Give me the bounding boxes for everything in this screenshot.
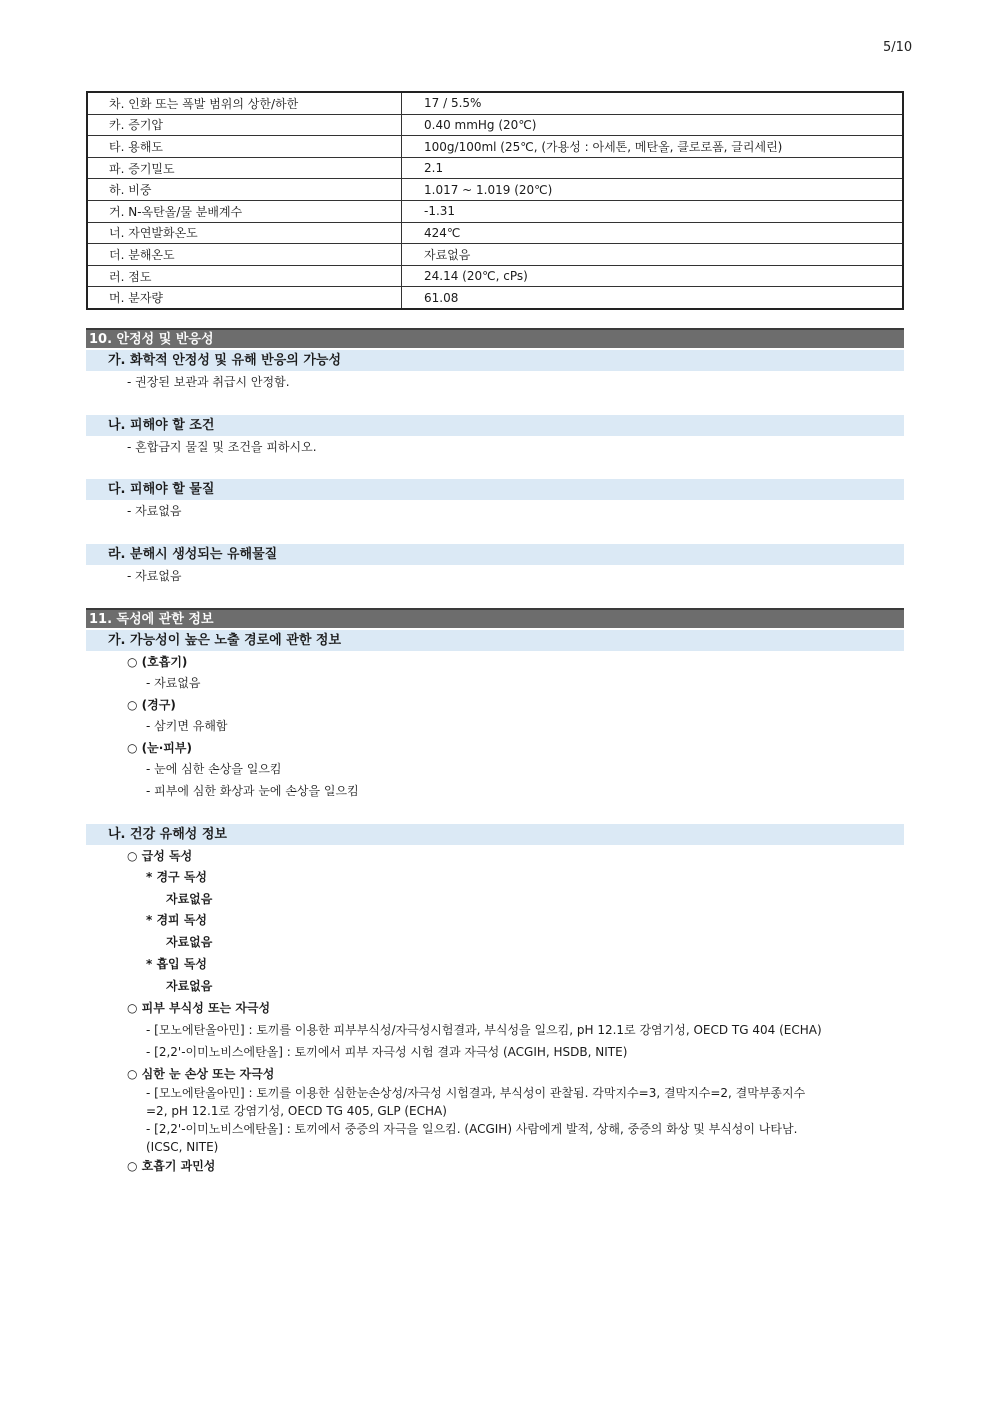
acute-dermal-heading: * 경피 독성 <box>146 913 207 927</box>
inhalation-heading: ○ (호흡기) <box>127 655 188 669</box>
property-value: 24.14 (20℃, cPs) <box>402 265 904 287</box>
section-10d-text: - 자료없음 <box>127 569 182 583</box>
skin-corrosion-heading: ○ 피부 부식성 또는 자극성 <box>127 1001 271 1015</box>
eye-damage-text: - [2,2'-이미노비스에탄올] : 토끼에서 중증의 자극을 일으킴. (ACGIH) 사람에게 발적, 상해, 중증의 화상 및 부식성이 나타남. <box>146 1122 798 1136</box>
properties-table <box>86 91 904 310</box>
eye-skin-heading: ○ (눈·피부) <box>127 741 192 755</box>
property-label: 차. 인화 또는 폭발 범위의 상한/하한 <box>87 92 402 114</box>
table-row <box>87 179 903 201</box>
section-11b-heading: 나. 건강 유해성 정보 <box>86 824 904 845</box>
table-row <box>87 92 903 114</box>
property-label: 거. N-옥탄올/물 분배계수 <box>87 200 402 222</box>
acute-oral-value: 자료없음 <box>166 892 213 906</box>
property-label: 하. 비중 <box>87 179 402 201</box>
eye-skin-text: - 눈에 심한 손상을 일으킴 <box>146 762 282 776</box>
section-10a-text: - 권장된 보관과 취급시 안정함. <box>127 375 290 389</box>
skin-corrosion-text: - [2,2'-이미노비스에탄올] : 토끼에서 피부 자극성 시험 결과 자극성 (ACGIH, HSDB, NITE) <box>146 1045 628 1059</box>
skin-corrosion-text: - [모노에탄올아민] : 토끼를 이용한 피부부식성/자극성시험결과, 부식성을 일으킴, pH 12.1로 강염기성, OECD TG 404 (ECHA) <box>146 1023 822 1037</box>
acute-dermal-value: 자료없음 <box>166 935 213 949</box>
eye-damage-text: (ICSC, NITE) <box>146 1140 219 1154</box>
table-row <box>87 200 903 222</box>
acute-oral-heading: * 경구 독성 <box>146 870 207 884</box>
section-10a-heading: 가. 화학적 안정성 및 유해 반응의 가능성 <box>86 350 904 371</box>
section-10-heading: 10. 안정성 및 반응성 <box>86 328 904 348</box>
property-label: 너. 자연발화온도 <box>87 222 402 244</box>
section-11a-heading: 가. 가능성이 높은 노출 경로에 관한 정보 <box>86 630 904 651</box>
property-value: 17 / 5.5% <box>402 92 904 114</box>
table-row <box>87 265 903 287</box>
section-10b-heading: 나. 피해야 할 조건 <box>86 415 904 436</box>
table-row <box>87 114 903 136</box>
eye-skin-text: - 피부에 심한 화상과 눈에 손상을 일으킴 <box>146 784 359 798</box>
inhalation-text: - 자료없음 <box>146 676 201 690</box>
property-value: 자료없음 <box>402 244 904 266</box>
section-10c-text: - 자료없음 <box>127 504 182 518</box>
property-label: 러. 점도 <box>87 265 402 287</box>
property-value: 424℃ <box>402 222 904 244</box>
property-value: 0.40 mmHg (20℃) <box>402 114 904 136</box>
oral-text: - 삼키면 유해함 <box>146 719 228 733</box>
property-label: 파. 증기밀도 <box>87 157 402 179</box>
oral-heading: ○ (경구) <box>127 698 176 712</box>
eye-damage-text: - [모노에탄올아민] : 토끼를 이용한 심한눈손상성/자극성 시험결과, 부식성이 관찰됨. 각막지수=3, 결막지수=2, 결막부종지수 <box>146 1086 806 1100</box>
table-row <box>87 244 903 266</box>
page-number: 5/10 <box>883 40 913 55</box>
property-label: 더. 분해온도 <box>87 244 402 266</box>
section-10d-heading: 라. 분해시 생성되는 유해물질 <box>86 544 904 565</box>
property-value: 61.08 <box>402 287 904 309</box>
section-10b-text: - 혼합금지 물질 및 조건을 피하시오. <box>127 440 317 454</box>
respiratory-sensitization-heading: ○ 호흡기 과민성 <box>127 1159 216 1173</box>
property-label: 타. 용해도 <box>87 136 402 158</box>
eye-damage-heading: ○ 심한 눈 손상 또는 자극성 <box>127 1067 275 1081</box>
property-value: 2.1 <box>402 157 904 179</box>
eye-damage-text: =2, pH 12.1로 강염기성, OECD TG 405, GLP (ECHA) <box>146 1104 447 1118</box>
property-label: 카. 증기압 <box>87 114 402 136</box>
section-11-heading: 11. 독성에 관한 정보 <box>86 608 904 628</box>
acute-inhalation-value: 자료없음 <box>166 979 213 993</box>
table-row <box>87 222 903 244</box>
property-value: 1.017 ~ 1.019 (20℃) <box>402 179 904 201</box>
acute-toxicity-heading: ○ 급성 독성 <box>127 849 193 863</box>
table-row <box>87 136 903 158</box>
property-label: 머. 분자량 <box>87 287 402 309</box>
acute-inhalation-heading: * 흡입 독성 <box>146 957 207 971</box>
table-row <box>87 287 903 309</box>
table-row <box>87 157 903 179</box>
section-10c-heading: 다. 피해야 할 물질 <box>86 479 904 500</box>
property-value: 100g/100ml (25℃, (가용성 : 아세톤, 메탄올, 클로로폼, 글리세린) <box>402 136 904 158</box>
property-value: -1.31 <box>402 200 904 222</box>
